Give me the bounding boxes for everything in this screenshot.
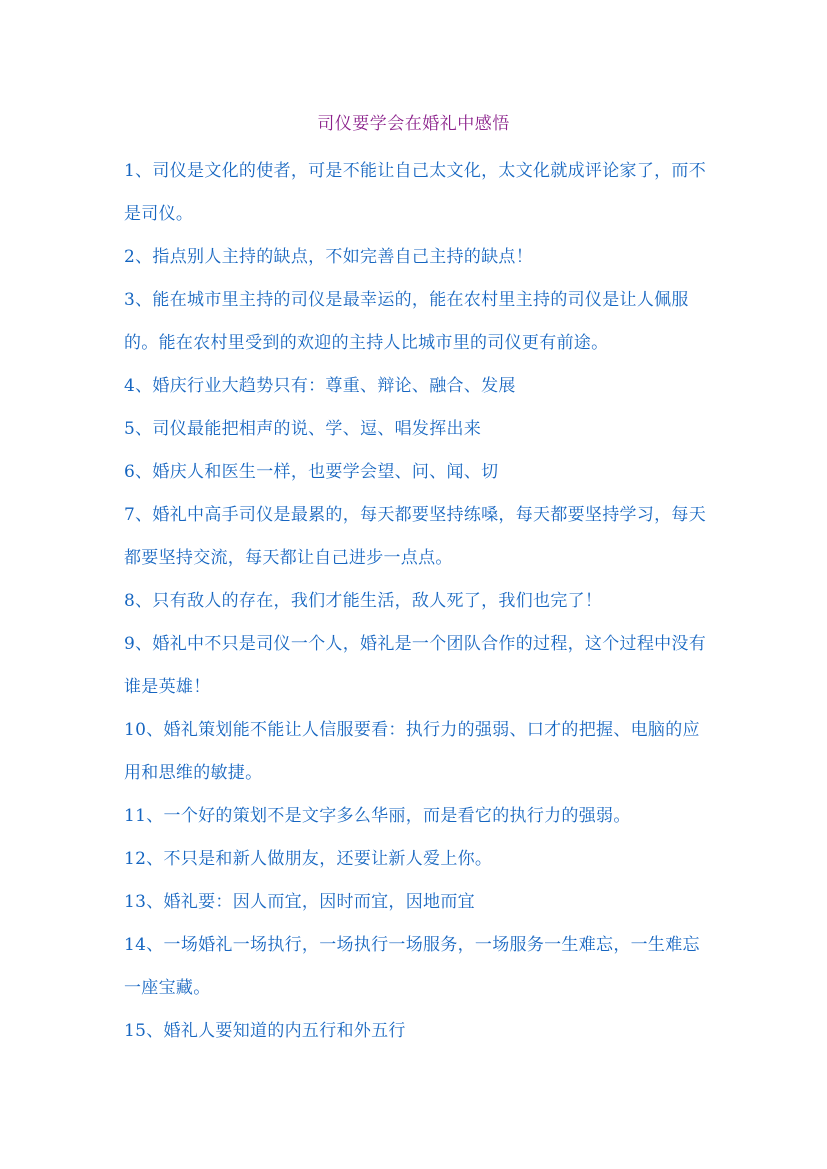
paragraph-11: 11、一个好的策划不是文字多么华丽，而是看它的执行力的强弱。: [124, 806, 631, 826]
document-body: [124, 150, 714, 1053]
paragraph-2: 2、指点别人主持的缺点，不如完善自己主持的缺点！: [124, 247, 534, 267]
paragraph-10: 10、婚礼策划能不能让人信服要看：执行力的强弱、口才的把握、电脑的应用和思维的敏捷。: [124, 720, 700, 783]
paragraph-9: 9、婚礼中不只是司仪一个人，婚礼是一个团队合作的过程，这个过程中没有谁是英雄！: [124, 634, 707, 697]
paragraph-8: 8、只有敌人的存在，我们才能生活，敌人死了，我们也完了！: [124, 591, 603, 611]
paragraph-12: 12、不只是和新人做朋友，还要让新人爱上你。: [124, 849, 493, 869]
paragraph-6: 6、婚庆人和医生一样，也要学会望、问、闻、切: [124, 462, 499, 482]
paragraph-1: 1、司仪是文化的使者，可是不能让自己太文化，太文化就成评论家了，而不是司仪。: [124, 161, 707, 224]
paragraph-7: 7、婚礼中高手司仪是最累的，每天都要坚持练嗓，每天都要坚持学习，每天都要坚持交流，每天都让自己进步一点点。: [124, 505, 707, 568]
paragraph-5: 5、司仪最能把相声的说、学、逗、唱发挥出来: [124, 419, 482, 439]
paragraph-13: 13、婚礼要：因人而宜，因时而宜，因地而宜: [124, 892, 475, 912]
paragraph-15: 15、婚礼人要知道的内五行和外五行: [124, 1021, 406, 1041]
document-title: 司仪要学会在婚礼中感悟: [317, 114, 510, 134]
paragraph-3: 3、能在城市里主持的司仪是最幸运的，能在农村里主持的司仪是让人佩服的。能在农村里受到的欢迎的主持人比城市里的司仪更有前途。: [124, 290, 689, 353]
paragraph-4: 4、婚庆行业大趋势只有：尊重、辩论、融合、发展: [124, 376, 516, 396]
paragraph-14: 14、一场婚礼一场执行，一场执行一场服务，一场服务一生难忘，一生难忘一座宝藏。: [124, 935, 700, 998]
